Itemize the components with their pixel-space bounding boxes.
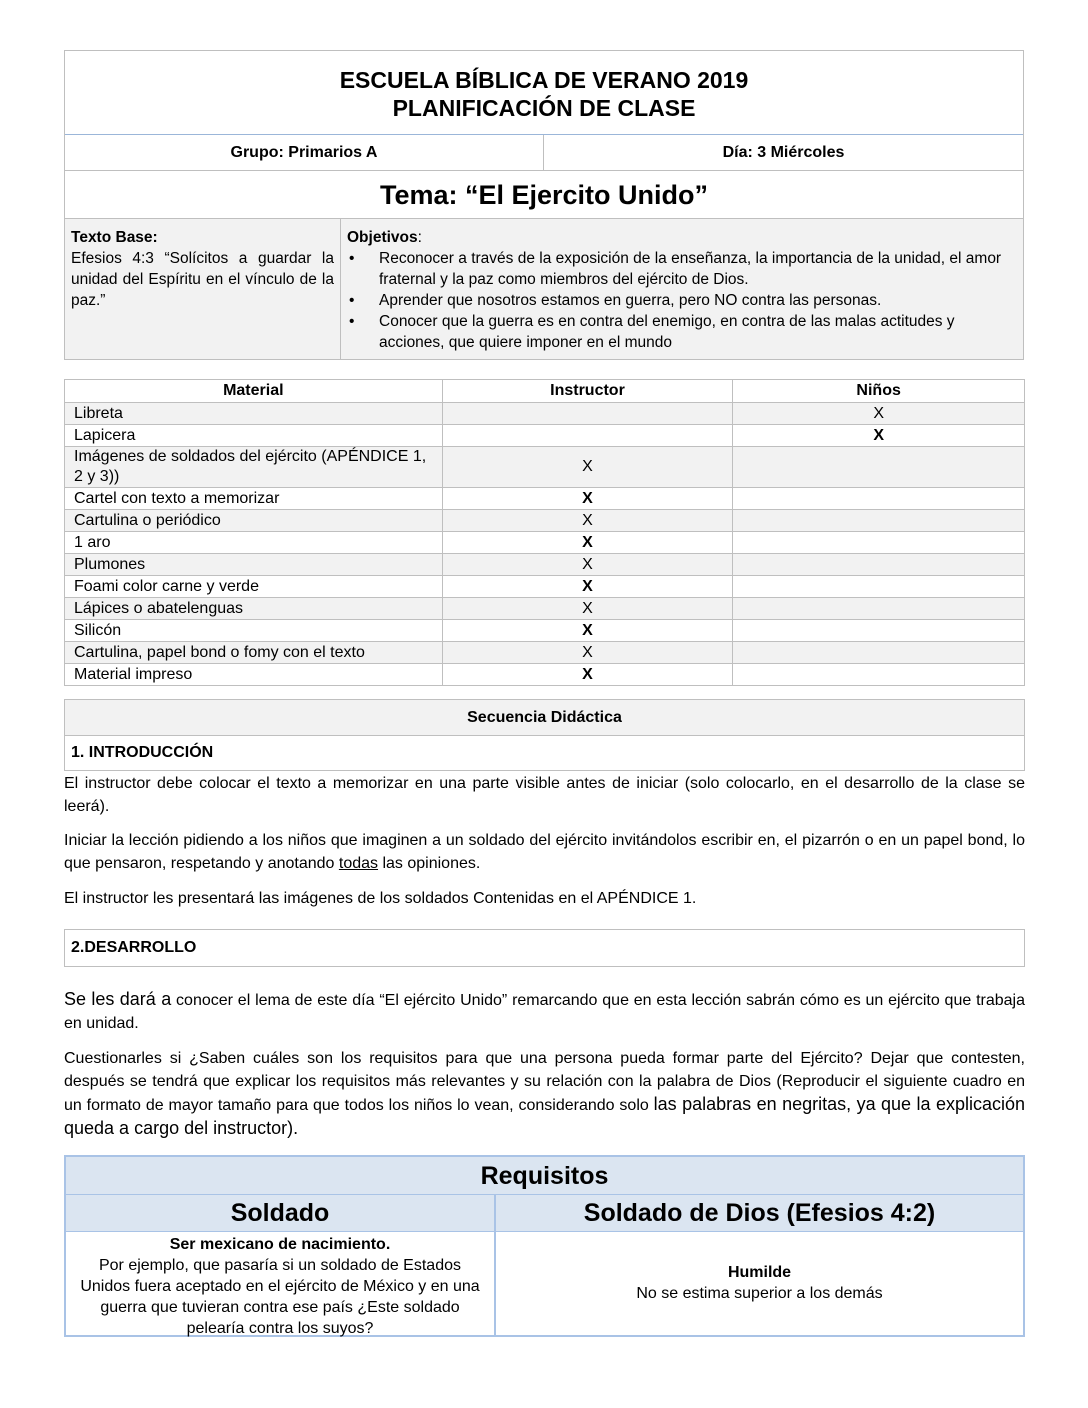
objective-text: Conocer que la guerra es en contra del enemigo, en contra de las malas actitudes y acciones, que quiere imponer en el mundo: [379, 313, 955, 351]
requirement-text: Por ejemplo, que pasaría si un soldado de Estados Unidos fuera aceptado en el ejército de México y en una guerra que tuvieran contra ese país ¿Este soldado pelearía contra los suyos?: [80, 1257, 480, 1337]
ninos-cell: [733, 510, 1025, 532]
material-cell: Silicón: [65, 620, 443, 642]
introduction-heading: 1. INTRODUCCIÓN: [71, 744, 214, 761]
title-line-1: ESCUELA BÍBLICA DE VERANO 2019: [339, 67, 749, 93]
requirement-cell-right: [496, 1232, 1023, 1335]
instructor-cell: X: [442, 664, 733, 686]
table-row: [65, 488, 1025, 510]
instructor-cell: X: [442, 576, 733, 598]
material-cell: 1 aro: [65, 532, 443, 554]
table-row: [65, 532, 1025, 554]
material-cell: Cartel con texto a memorizar: [65, 488, 443, 510]
ninos-cell: [733, 488, 1025, 510]
paragraph-text: conocer el lema de este día “El ejército Unido” remarcando que en esta lección sabrán cómo es un ejército que trabaja en unidad.: [64, 992, 1025, 1032]
material-cell: Cartulina o periódico: [65, 510, 443, 532]
instructor-cell: [442, 425, 733, 447]
document-title: [65, 51, 1023, 135]
table-row: [65, 642, 1025, 664]
base-text-label: Texto Base:: [71, 229, 158, 246]
instructor-cell: X: [442, 447, 733, 488]
ninos-cell: [733, 598, 1025, 620]
paragraph: El instructor les presentará las imágenes de los soldados Contenidas en el APÉNDICE 1.: [64, 890, 697, 907]
table-row: [65, 447, 1025, 488]
objectives-cell: [341, 219, 1023, 359]
material-cell: Material impreso: [65, 664, 443, 686]
base-text-cell: [65, 219, 341, 359]
material-cell: Imágenes de soldados del ejército (APÉNDICE 1, 2 y 3)): [65, 447, 443, 488]
material-cell: Cartulina, papel bond o fomy con el texto: [65, 642, 443, 664]
requirement-heading: Ser mexicano de nacimiento.: [169, 1236, 391, 1253]
material-cell: Plumones: [65, 554, 443, 576]
objective-item: [347, 248, 1017, 290]
ninos-cell: [733, 620, 1025, 642]
table-row: [65, 510, 1025, 532]
table-header-row: [65, 380, 1025, 403]
material-cell: Foami color carne y verde: [65, 576, 443, 598]
table-row: [65, 576, 1025, 598]
instructor-cell: X: [442, 598, 733, 620]
table-row: [65, 664, 1025, 686]
requirements-table: [64, 1155, 1025, 1337]
table-row: [65, 598, 1025, 620]
instructor-cell: X: [442, 620, 733, 642]
requirement-text: No se estima superior a los demás: [636, 1285, 883, 1302]
paragraph-text-large: las palabras en negritas, ya que la explicación queda a cargo del instructor).: [64, 1094, 1025, 1138]
ninos-cell: [733, 554, 1025, 576]
requirement-cell-left: [66, 1232, 496, 1335]
column-header-ninos: Niños: [733, 380, 1025, 403]
ninos-cell: [733, 447, 1025, 488]
underlined-word: todas: [338, 855, 379, 872]
paragraph-text: las opiniones.: [378, 855, 481, 872]
instructor-cell: X: [442, 642, 733, 664]
table-row: [65, 620, 1025, 642]
column-header-soldado-de-dios: Soldado de Dios (Efesios 4:2): [496, 1195, 1023, 1232]
paragraph-text-large: Se les dará a: [64, 989, 172, 1009]
ninos-cell: [733, 642, 1025, 664]
column-header-instructor: Instructor: [442, 380, 733, 403]
objective-text: Aprender que nosotros estamos en guerra, pero NO contra las personas.: [379, 292, 882, 309]
base-text: Efesios 4:3 “Solícitos a guardar la unidad del Espíritu en el vínculo de la paz.”: [71, 250, 334, 309]
instructor-cell: X: [442, 510, 733, 532]
ninos-cell: X: [733, 403, 1025, 425]
header-table: [64, 50, 1024, 360]
paragraph-text: Cuestionarles si ¿Saben cuáles son los requisitos para que una persona pueda formar parte del Ejército? Dejar que contesten, después se tendrá que explicar los requisitos más relevantes y su relación con la palabra de Dios (Reproducir el siguiente cuadro en un formato de mayor tamaño para que todos los niños lo vean, considerando solo: [64, 1050, 1025, 1114]
day-label: Día: 3 Miércoles: [544, 135, 1023, 171]
materials-table: [64, 379, 1025, 686]
paragraph: El instructor debe colocar el texto a memorizar en una parte visible antes de iniciar (solo colocarlo, en el desarrollo de la clase se leerá).: [64, 775, 1025, 815]
material-cell: Libreta: [65, 403, 443, 425]
bullet-icon: •: [349, 313, 355, 330]
objectives-label: Objetivos: [347, 229, 418, 246]
table-row: [65, 425, 1025, 447]
development-heading: 2.DESARROLLO: [64, 929, 1025, 967]
paragraph: [64, 988, 1025, 1035]
instructor-cell: [442, 403, 733, 425]
bullet-icon: •: [349, 250, 355, 267]
ninos-cell: [733, 532, 1025, 554]
instructor-cell: X: [442, 554, 733, 576]
column-header-soldado: Soldado: [66, 1195, 496, 1232]
requirement-heading: Humilde: [727, 1264, 792, 1281]
bullet-icon: •: [349, 292, 355, 309]
requirements-title: Requisitos: [66, 1157, 1023, 1195]
title-line-2: PLANIFICACIÓN DE CLASE: [392, 95, 696, 121]
table-row: [65, 554, 1025, 576]
ninos-cell: [733, 664, 1025, 686]
paragraph: [64, 829, 1025, 875]
ninos-cell: X: [733, 425, 1025, 447]
sequence-title: Secuencia Didáctica: [65, 700, 1024, 736]
theme-title: Tema: “El Ejercito Unido”: [65, 171, 1023, 219]
sequence-box: [64, 699, 1025, 771]
instructor-cell: X: [442, 488, 733, 510]
ninos-cell: [733, 576, 1025, 598]
instructor-cell: X: [442, 532, 733, 554]
objective-item: [347, 311, 1017, 353]
objectives-colon: :: [417, 229, 422, 246]
objective-item: [347, 290, 1017, 311]
column-header-material: Material: [65, 380, 443, 403]
group-label: Grupo: Primarios A: [65, 135, 544, 171]
objectives-list: [347, 248, 1017, 353]
table-row: [65, 403, 1025, 425]
material-cell: Lápices o abatelenguas: [65, 598, 443, 620]
paragraph-text: Iniciar la lección pidiendo a los niños que imaginen a un soldado del ejército invitándolos escribir en, el pizarrón o en un papel bond, lo que pensaron, respetando y anotando: [64, 832, 1025, 872]
objective-text: Reconocer a través de la exposición de la enseñanza, la importancia de la unidad, el amor fraternal y la paz como miembros del ejército de Dios.: [379, 250, 1002, 288]
paragraph: [64, 1047, 1025, 1141]
material-cell: Lapicera: [65, 425, 443, 447]
